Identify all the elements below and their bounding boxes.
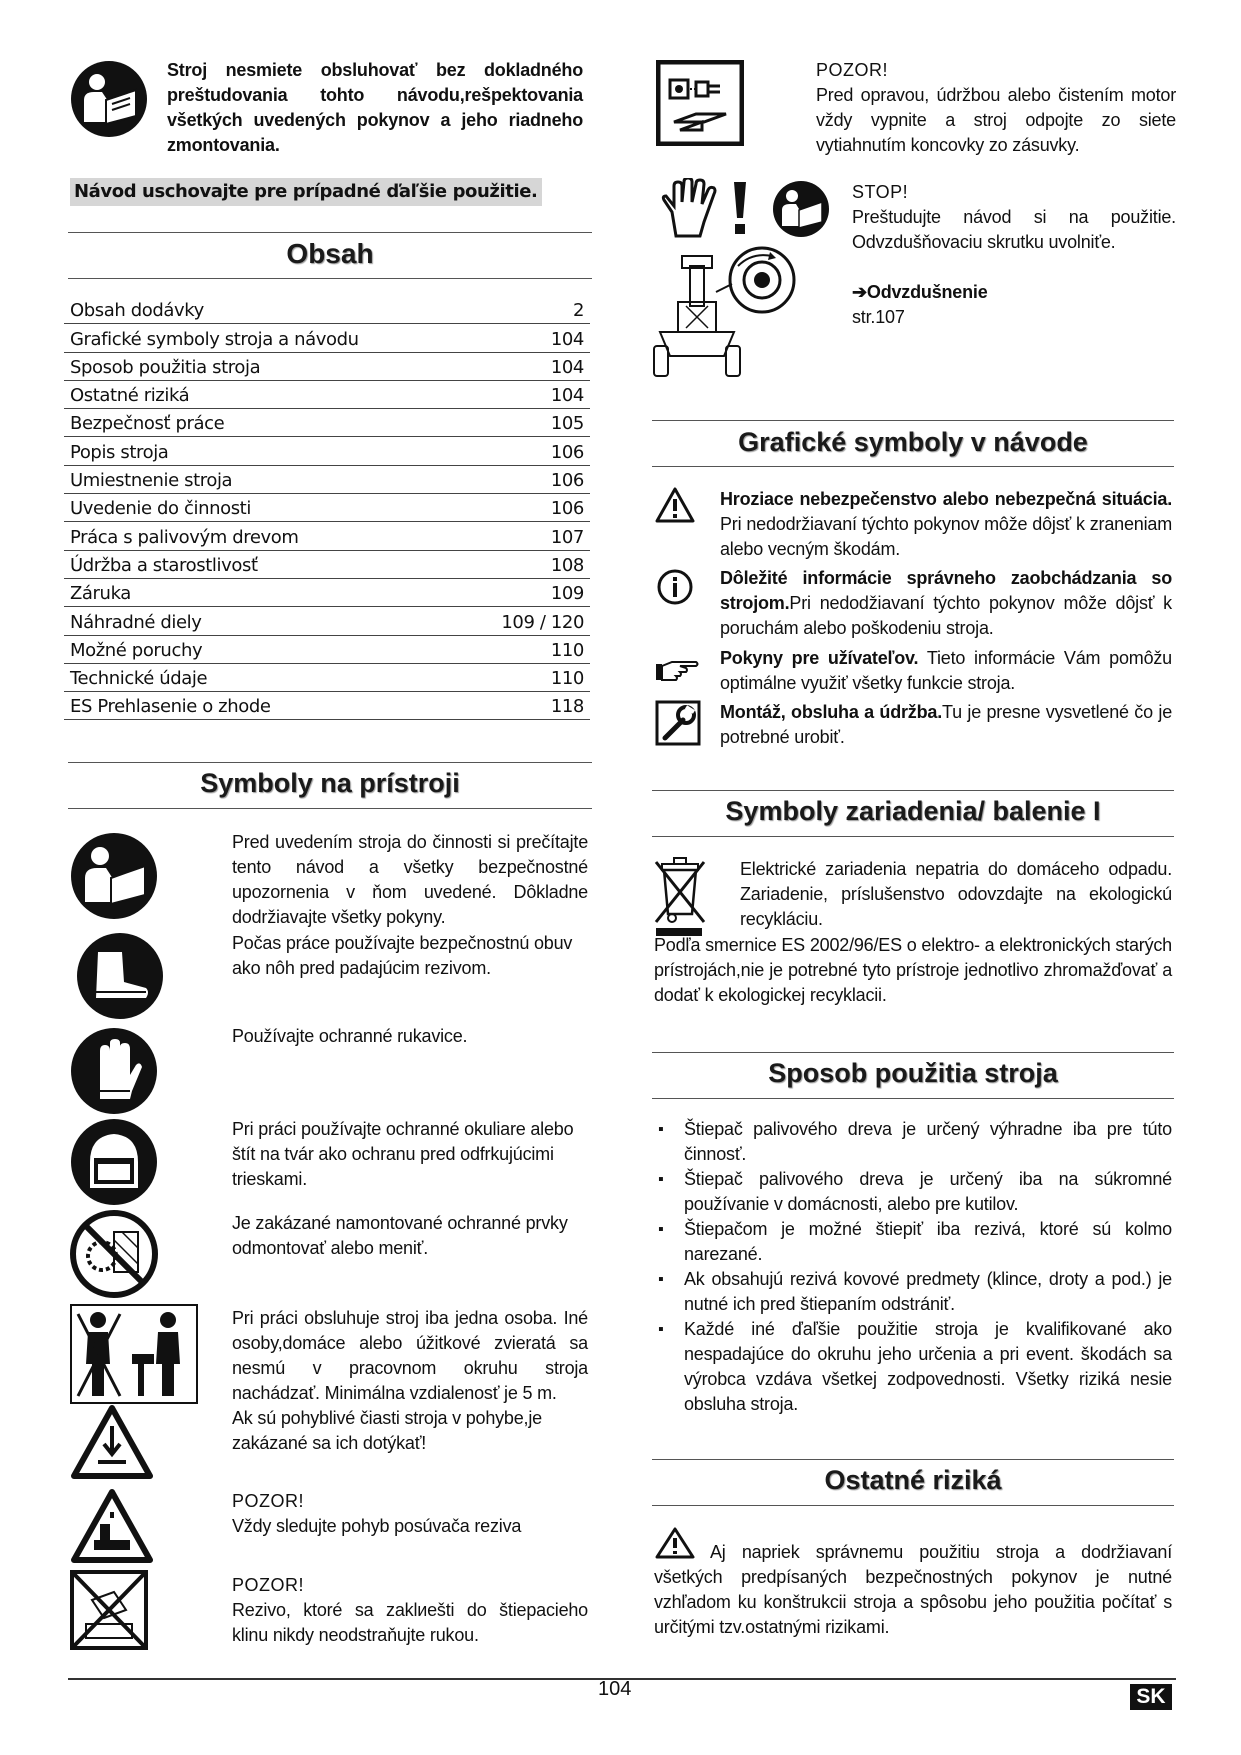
toc-page: 109 / 120 <box>501 611 584 633</box>
read-manual-round-icon <box>70 832 158 920</box>
info-icon <box>656 568 694 606</box>
toc-page: 107 <box>550 526 584 548</box>
toc-label: Ostatné riziká <box>70 385 190 407</box>
toc-label: Grafické symboly stroja a návodu <box>70 328 359 350</box>
intro-warning: Stroj nesmiete obsluhovať bez dokladného preštudovania tohto návodu,rešpektovania všetkých uvedených pokynov a jeho riadneho zmontovania. <box>167 60 583 155</box>
usage-bullet: ▪ Štiepač palivového dreva je určený výhradne iba pre túto činnosť. <box>654 1117 1172 1167</box>
page-number: 104 <box>598 1678 632 1700</box>
safety-shoes-icon <box>76 932 164 1020</box>
user-description <box>720 646 1172 696</box>
toc-row[interactable] <box>64 636 590 664</box>
read-manual-small-icon <box>772 180 830 238</box>
danger-text: Pri nedodržiavaní týchto pokynov môže dôjsť k zraneniam alebo vecným škodám. <box>720 514 1172 559</box>
stuck-wood-text: Rezivo, ktoré sa zaklиešti do štiepacieho klinu nikdy neodstraňujte rukou. <box>232 1600 588 1645</box>
user-bold: Pokyny pre užívateľov. <box>720 648 919 668</box>
usage-bullet: ▪ Štiepač palivového dreva je určený iba na súkromné používanie v domácnosti, alebo pre kutilov. <box>654 1167 1172 1217</box>
gloves-icon <box>70 1027 158 1115</box>
toc-page: 118 <box>550 696 584 718</box>
toc-label: Umiestnenie stroja <box>70 470 233 492</box>
toc-row[interactable] <box>64 437 590 465</box>
packaging-symbols-title: Symboly zariadenia/ balenie I <box>725 796 1101 826</box>
user-text: Tieto informácie Vám pomôžu optimálne využiť všetky funkcie stroja. <box>720 648 1172 693</box>
toc-row[interactable] <box>64 692 590 720</box>
usage-bullet: ▪ Ak obsahujú rezivá kovové predmety (klince, droty a pod.) je nutné ich pred štiepaním odstrániť. <box>654 1267 1172 1317</box>
log-splitter-vent-illustration <box>652 246 802 382</box>
wrench-icon <box>655 700 701 746</box>
usage-list <box>654 1117 1172 1417</box>
toc-row[interactable] <box>64 551 590 579</box>
unplug-title: POZOR! <box>816 60 889 80</box>
toc-page: 105 <box>550 413 584 435</box>
device-symbols-title: Symboly na prístroji <box>200 768 460 798</box>
toc-label: Obsah dodávky <box>70 300 204 322</box>
toc-label: Práca s palivovým drevom <box>70 526 299 548</box>
moving-parts-warning-icon <box>70 1404 154 1480</box>
unplug-icon <box>656 60 744 146</box>
toc-row[interactable] <box>64 522 590 550</box>
toc-label: Uvedenie do činnosti <box>70 498 251 520</box>
toc-page: 104 <box>550 328 584 350</box>
arrow-right-icon: ➔ <box>852 282 867 302</box>
toc-label: Popis stroja <box>70 441 169 463</box>
language-badge: SK <box>1130 1684 1172 1710</box>
danger-bold: Hroziace nebezpečenstvo alebo nebezpečná situácia. <box>720 489 1172 509</box>
moving-parts-text: Ak sú pohyblivé čiasti stroja v pohybe,je zakázané sa ich dotýkať! <box>232 1408 542 1453</box>
risks-title: Ostatné riziká <box>824 1465 1002 1495</box>
toc-page: 104 <box>550 356 584 378</box>
stop-text: Preštudujte návod si na použitie. Odvzdušňovaciu skrutku uvolniťe. <box>852 207 1176 252</box>
toc-label: ES Prehlasenie o zhode <box>70 696 271 718</box>
assembly-bold: Montáž, obsluha a údržba. <box>720 702 943 722</box>
toc-title: Obsah <box>286 238 374 269</box>
toc-row[interactable] <box>64 579 590 607</box>
pusher-warning-text: Vždy sledujte pohyb posúvača reziva <box>232 1516 522 1536</box>
assembly-description <box>720 700 1172 750</box>
toc-page: 106 <box>550 441 584 463</box>
safety-shoes-text: Počas práce používajte bezpečnostnú obuv ako nôh pred padajúcim rezivom. <box>232 933 573 978</box>
exclamation-icon <box>730 180 750 238</box>
toc-page: 2 <box>572 300 584 322</box>
toc-page: 109 <box>550 583 584 605</box>
read-manual-text: Pred uvedením stroja do činnosti si prečítajte tento návod a všetky bezpečnostné upozornenia v ňom uvedené. Dôkladne dodržiavajte všetky pokyny. <box>232 832 588 927</box>
info-text: Pri nedodžiavaní týchto pokynov môže dôjsť k poruchám alebo poškodeniu stroja. <box>720 593 1172 638</box>
no-guard-removal-text: Je zakázané namontované ochranné prvky odmontovať alebo meniť. <box>232 1213 568 1258</box>
toc-page: 110 <box>550 639 584 661</box>
toc-row[interactable] <box>64 409 590 437</box>
toc-label: Možné poruchy <box>70 639 203 661</box>
assembly-text: Tu je presne vysvetlené čo je potrebné urobiť. <box>720 702 1172 747</box>
vent-link-label: Odvzdušnenie <box>866 282 988 302</box>
toc-page: 104 <box>550 385 584 407</box>
toc-label: Záruka <box>70 583 131 605</box>
toc-page: 108 <box>550 554 584 576</box>
unplug-text: Pred opravou, údržbou alebo čistením motor vždy vypnite a stroj odpojte zo siete vytiahnutím koncovky zo zásuvky. <box>816 85 1176 155</box>
toc-row[interactable] <box>64 607 590 635</box>
stuck-wood-title: POZOR! <box>232 1575 305 1595</box>
pusher-warning-title: POZOR! <box>232 1491 305 1511</box>
toc-label: Technické údaje <box>70 668 208 690</box>
no-hand-removal-icon <box>70 1570 148 1650</box>
weee-bin-icon <box>652 856 708 938</box>
toc-row[interactable] <box>64 466 590 494</box>
one-operator-icon <box>70 1304 198 1404</box>
info-description <box>720 566 1172 641</box>
one-operator-text: Pri práci obsluhuje stroj iba jedna osoba. Iné osoby,domáce alebo úžitkové zvieratá sa nesmú v pracovnom okruhu stroja nachádzať. Minimálna vzdialenosť je 5 m. <box>232 1308 588 1403</box>
warning-triangle-icon <box>654 486 696 524</box>
directive-text: Podľa smernice ES 2002/96/ES o elektro- a elektronických starých prístrojách,nie je potrebné tyto prístroje jednotlivo zhromažďovať a dodať k ekologickej recyklacii. <box>654 935 1172 1005</box>
toc-row[interactable] <box>64 296 590 324</box>
toc-label: Sposob použitia stroja <box>70 356 261 378</box>
gloves-text: Používajte ochranné rukavice. <box>232 1026 468 1046</box>
toc-label: Údržba a starostlivosť <box>70 554 258 576</box>
read-manual-icon <box>70 60 148 138</box>
no-guard-removal-icon <box>70 1210 158 1298</box>
risks-text: Aj napriek správnemu použitiu stroja a dodržiavaní všetkých predpísaných bezpečnostných pokynov je nutné vzhľadom ku konštrukcii stroja a spôsobu jeho použitia počítať s určitými tzv.ostatnými rizikami. <box>654 1542 1172 1637</box>
vent-page-ref: str.107 <box>852 307 905 327</box>
usage-title: Sposob použitia stroja <box>768 1058 1058 1088</box>
danger-description <box>720 487 1172 562</box>
stop-hand-icon <box>660 178 718 238</box>
manual-symbols-title: Grafické symboly v návode <box>738 427 1088 457</box>
keep-manual-note: Návod uschovajte pre prípadné ďaľšie použitie. <box>70 178 542 206</box>
vent-link[interactable] <box>852 280 988 305</box>
toc-page: 106 <box>550 470 584 492</box>
face-shield-icon <box>70 1118 158 1206</box>
toc-row[interactable] <box>64 494 590 522</box>
toc-label: Náhradné diely <box>70 611 202 633</box>
toc-row[interactable] <box>64 664 590 692</box>
toc-row[interactable] <box>64 324 590 352</box>
toc-row[interactable] <box>64 353 590 381</box>
toc-page: 106 <box>550 498 584 520</box>
weee-text: Elektrické zariadenia nepatria do domáceho odpadu. Zariadenie, príslušenstvo odovzdajte na ekologickú recykláciu. <box>740 859 1172 929</box>
toc-label: Bezpečnosť práce <box>70 413 225 435</box>
pusher-warning-icon <box>70 1488 154 1564</box>
table-of-contents <box>64 296 590 720</box>
toc-page: 110 <box>550 668 584 690</box>
toc-row[interactable] <box>64 381 590 409</box>
usage-bullet: ▪ Každé iné ďaľšie použitie stroja je kvalifikované ako nespadajúce do okruhu jeho určenia a pri event. škodách sa výrobca vzdáva všetkej zodpovednosti. Všetky riziká nesie obsluha stroja. <box>654 1317 1172 1417</box>
info-bold: Dôležité informácie správneho zaobchádzania so strojom. <box>720 568 1172 613</box>
stop-title: STOP! <box>852 182 909 202</box>
usage-bullet: ▪ Štiepačom je možné štiepiť iba rezivá, ktoré sú kolmo narezané. <box>654 1217 1172 1267</box>
goggles-text: Pri práci používajte ochranné okuliare alebo štít na tvár ako ochranu pred odfrkujúcimi trieskami. <box>232 1119 574 1189</box>
pointing-hand-icon <box>654 656 700 686</box>
